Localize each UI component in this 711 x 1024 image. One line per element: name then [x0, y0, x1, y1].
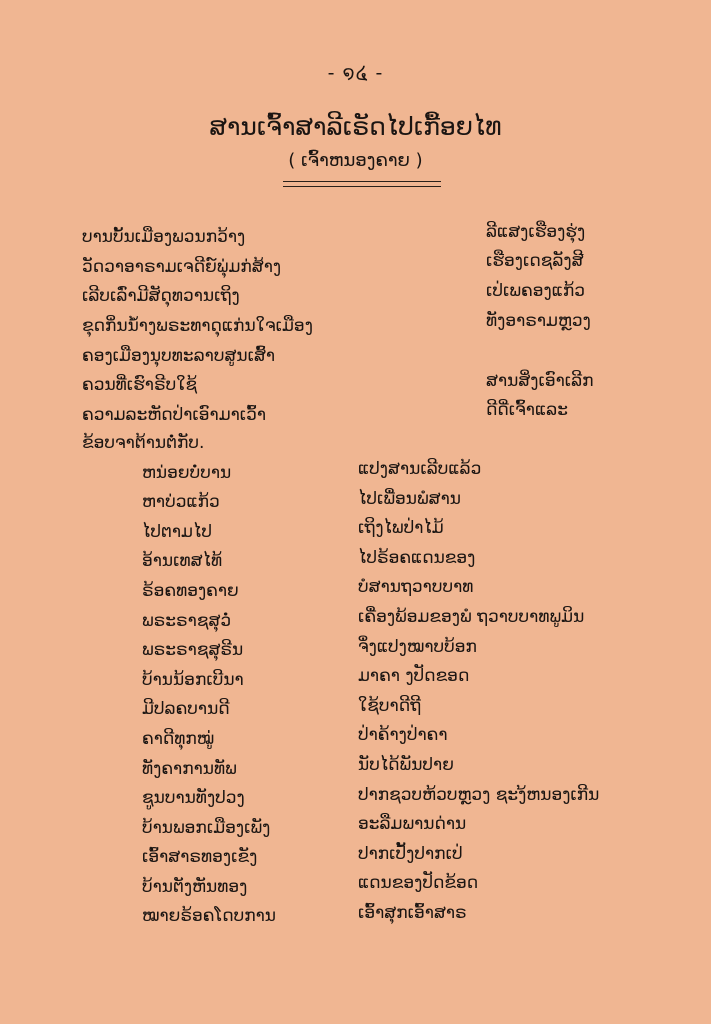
verse-line-right: ໄປຣ້ອຄແດນຂອງ [358, 548, 476, 568]
verse-line-left: ອ້ານເທສໄທ້ [142, 551, 223, 571]
verse-line-right: ບໍສານຖວາບບາທ [358, 577, 474, 597]
verse-line-left: ພຣະຣາຊສຸວໍ່ [142, 611, 232, 631]
verse-line-left: ພຣະຣາຊສຸຣີນ [142, 640, 244, 660]
verse-line-left: ຫາບ່ວແກ້ວ [142, 492, 220, 512]
verse-line-left: ຄາດີທຸກໝູ່ [142, 729, 215, 749]
verse-line-right: ນັບໄດ້ພັນປາຍ [358, 755, 454, 775]
verse-line-left: ບ້ານພອກເມືອງເພັງ [142, 818, 271, 838]
verse-line-right: ເຄື່ອງພ້ອມຂອງພໍ ຖວາບບາທພູມິນ [358, 607, 585, 627]
verse-line-right: ເຖິງໄພປ່າໄມ້ [358, 518, 444, 538]
intro-line-left: ຂຸດກິ່ນນ້ຳງພຣະທາດຸແກ່ນໃຈເມືອງ [82, 316, 313, 336]
verse-line-left: ເອົ້າສາຣທອງເຂັງ [142, 847, 258, 867]
verse-line-right: ຈຶ່ງແປງໝາບບ້ອກ [358, 637, 477, 657]
verse-line-right: ມາຄາ ງປັດຂອດ [358, 666, 470, 686]
intro-line-right: ທັງອາຣາມຫຼວງ [486, 311, 591, 331]
page-subtitle: ( ເຈົ້າຫນອງຄາຍ ) [288, 150, 423, 171]
verse-line-right: ອະລືມພານດ່ານ [358, 814, 467, 834]
intro-line-right: ເຮືອງເດຊລັງສີ [486, 251, 584, 271]
intro-line-left: ເລີບເລົ່າມີສັດຸທວານເຖິງ [82, 286, 240, 306]
intro-line-right: ລີແສງເຮືອງຮຸ່ງ [486, 222, 586, 242]
title-underline [283, 186, 441, 187]
verse-line-right: ເອົ້າສຸກເອົ້າສາຣ [358, 903, 467, 923]
verse-line-right: ແປງສານເລີບແລ້ວ [358, 459, 482, 479]
verse-line-left: ຣ້ອຄທອງຄາຍ [142, 581, 239, 601]
verse-line-right: ແດນຂອງປັດຂ້ອດ [358, 873, 479, 893]
intro-line-right: ດີດີ່ເຈົ້າແລະ [486, 400, 568, 420]
verse-line-left: ໄປຕາມໄປ [142, 522, 212, 542]
verse-line-left: ບ້ານນ້ອກເບີນາ [142, 670, 244, 690]
verse-line-right: ປ່າຄ້າງປ່າຄາ [358, 725, 448, 745]
verse-line-left: ຫນ່ອຍບໍ່ບານ [142, 463, 232, 483]
verse-line-right: ໃຊ້ບາດີຖີ [358, 696, 422, 716]
page-title: ສານເຈົ້າສາລີເຣັດໄປເກື້ອຍໄທ [209, 112, 502, 141]
intro-line-left: ຄອງເມືອງນຸບທະລາບສູນເສົ້າ [82, 346, 276, 366]
verse-line-right: ໄປເພື່ອນພໍສານ [358, 489, 461, 509]
intro-line-left: ຄວນທີ່ເຮົາຣີບໃຊ້ [82, 375, 198, 395]
verse-line-left: ມີປລຄບານດີ [142, 699, 230, 719]
verse-line-right: ປາກເປັ້ງປາກເປ່ [358, 844, 463, 864]
title-underline [283, 181, 441, 182]
intro-line-left: ຄວາມລະຫັດປ່າເອົາມາເວົ້າ [82, 405, 267, 425]
intro-line-right: ເປ່ເພຄອງແກ້ວ [486, 281, 586, 301]
verse-line-left: ທັງຄາການທັພ [142, 759, 237, 779]
intro-line-left: ຂ້ອບຈາຕ້ານຕໍ່ກັບ. [82, 433, 205, 453]
intro-line-right: ສານສິ່ງເອົາເລີກ [486, 371, 594, 391]
verse-line-right: ປາກຊວບຫ້ວບຫຼວງ ຊະງ້ຫນອງເກີນ [358, 785, 600, 805]
verse-line-left: ໝາຍຣ້ອຄໂດບການ [142, 906, 276, 926]
intro-line-left: ບານບັ້ນເມືອງພວນກວ້າງ [82, 227, 246, 247]
page-number: - ໑໔ - [327, 62, 384, 84]
verse-line-left: ຊູນບານທັງປວງ [142, 788, 245, 808]
intro-line-left: ວັດວາອາຣາມເຈດີຍ໌ພຸ່ມກ່ສ້າງ [82, 257, 282, 277]
verse-line-left: ບ້ານຕັງຫັນທອງ [142, 877, 248, 897]
